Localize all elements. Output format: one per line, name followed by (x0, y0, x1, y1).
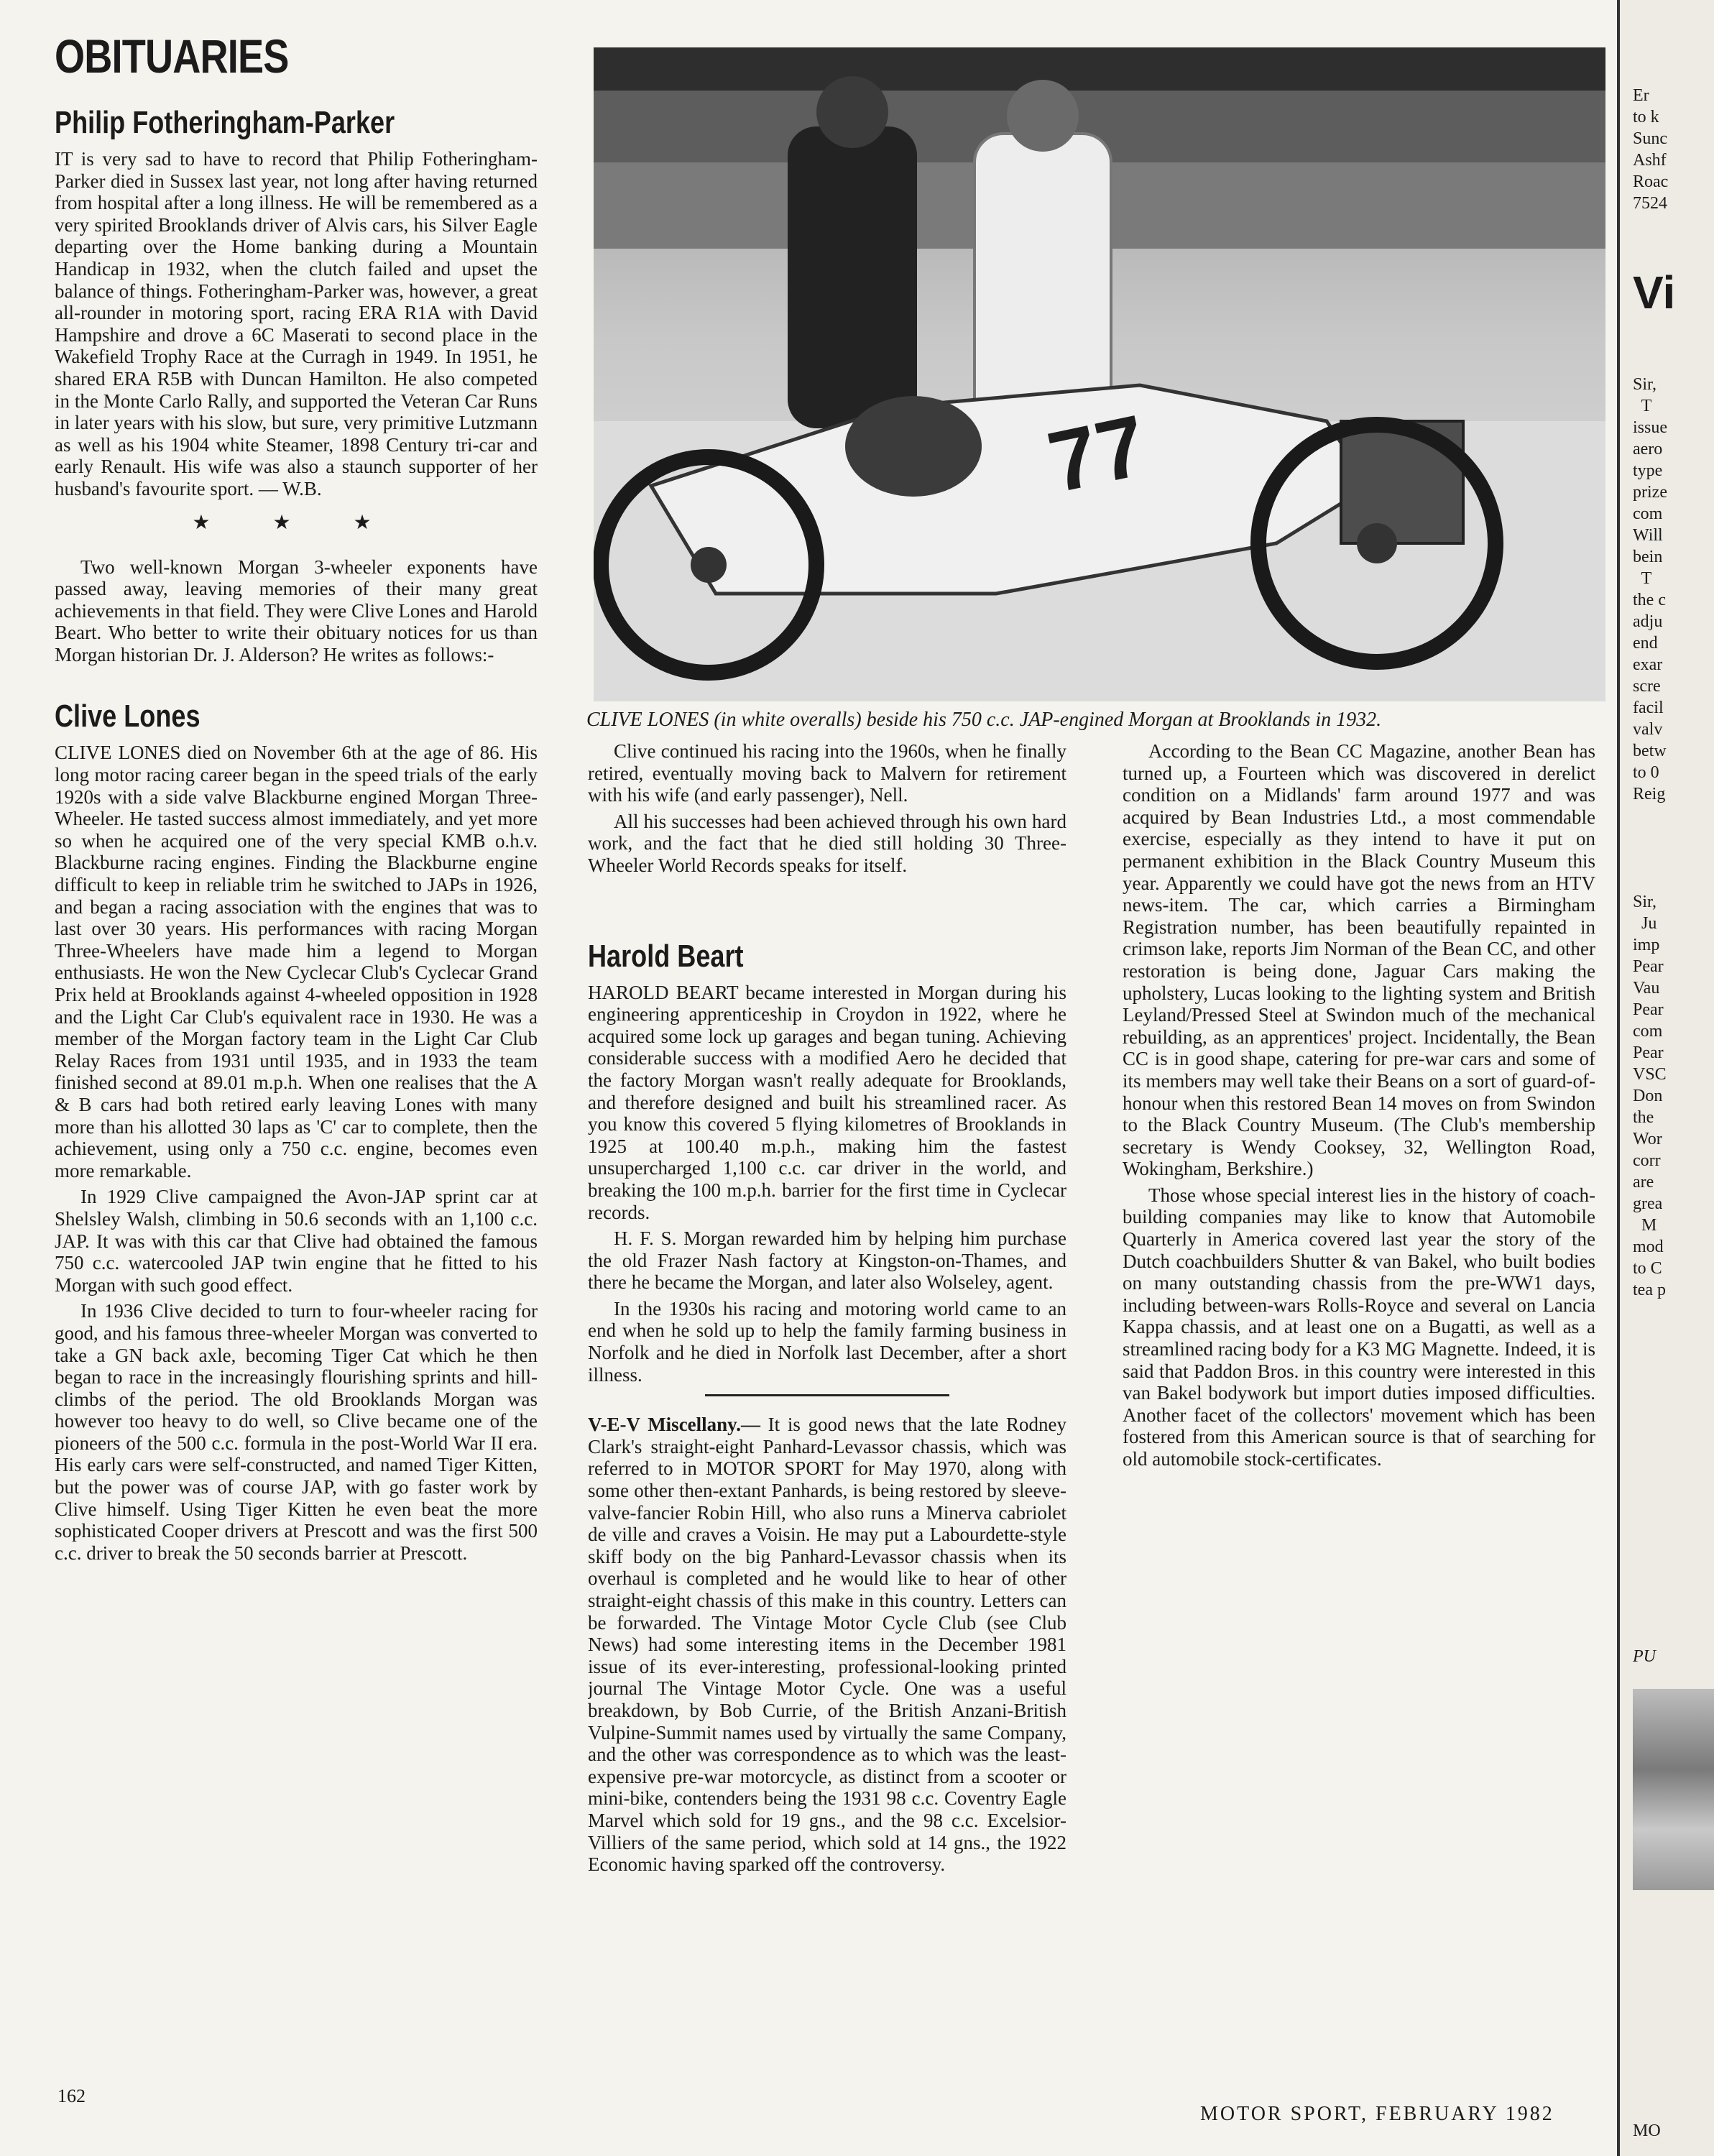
edge-heading: Vi (1633, 267, 1676, 318)
pit-roof (594, 47, 1605, 91)
edge-text-low: Sir, Ju imp Pear Vau Pear com Pear VSC Don the Wor corr are grea M mod to C tea p (1633, 893, 1667, 1299)
beart-paragraph-2: H. F. S. Morgan rewarded him by helping him purchase the old Frazer Nash factory at Kingston-on-Thames, and there he became the Morgan, and later also Wolseley, agent. (588, 1227, 1066, 1294)
beart-paragraph-3: In the 1930s his racing and motoring world came to an end when he sold up to help the family farming business in Norfolk and he died in Norfolk last December, after a short illness. (588, 1297, 1066, 1386)
lones-paragraph-4: Clive continued his racing into the 1960s, when he finally retired, eventually moving back to Malvern for retirement with his wife (and early passenger), Nell. (588, 740, 1066, 806)
wheel-front-left-hub (691, 547, 727, 583)
adjacent-page-edge (1617, 0, 1714, 2156)
man-dark-head (816, 76, 888, 148)
column-1 (55, 105, 538, 2074)
man-white-head (1007, 80, 1079, 152)
lones-paragraph-5: All his successes had been achieved through his own hard work, and the fact that he died still holding 30 Three-Wheeler World Records speaks for itself. (588, 810, 1066, 876)
page-number: 162 (57, 2086, 86, 2106)
photo-caption: CLIVE LONES (in white overalls) beside his 750 c.c. JAP-engined Morgan at Brooklands in 1932. (586, 709, 1382, 731)
car-number: 77 (1040, 397, 1155, 511)
edge-text-mid: Sir, T issue aero type prize com Will bein T the c adju end exar scre facil valv betw to 0 Reig (1633, 375, 1667, 803)
column-2 (588, 740, 1066, 2074)
edge-text-puz: PU (1633, 1647, 1656, 1666)
edge-image-fragment (1633, 1689, 1714, 1890)
edge-text-top: Er to k Sunc Ashf Roac 7524 (1633, 86, 1669, 213)
obituary-name-beart: Harold Beart (588, 938, 744, 974)
beart-paragraph-1: HAROLD BEART became interested in Morgan during his engineering apprenticeship in Croydon in 1922, where he acquired some lock up garages and began tuning. Achieving considerable success with a modified Aero he decided that the factory Morgan wasn't really adequate for Brooklands, and therefore designed and built his streamlined racer. As you know this covered 5 flying kilometres of Brooklands in 1925 at 100.40 m.p.h., making him the fastest unsupercharged 1,100 c.c. car driver in the world, and breaking the 100 m.p.h. barrier for the first time in Cyclecar records. (588, 981, 1066, 1223)
obituary-body-fotheringham: IT is very sad to have to record that Philip Fotheringham-Parker died in Sussex last year, not long after having returned from hospital after a long illness. He will be remembered as a very spirited Brooklands driver of Alvis cars, his Silver Eagle departing over the Home banking during a Mountain Handicap in 1932, when the clutch failed and upset the balance of things. Fotheringham-Parker was, however, a great all-rounder in motoring sport, racing ERA R1A with David Hampshire and drove a 6C Maserati to second place in the Wakefield Trophy Race at the Curragh in 1949. In 1951, he shared ERA R5B with Duncan Hamilton. He also competed in the Monte Carlo Rally, and supported the Veteran Car Runs in later years with his slow, but sure, very primitive Lutzmann as well as his 1904 white Steamer, 1898 Century tri-car and early Renault. His wife was also a staunch supporter of her husband's favourite sport. — W.B. (55, 148, 538, 499)
vev-paragraph-2: According to the Bean CC Magazine, another Bean has turned up, a Fourteen which was discovered in derelict condition on a Midlands' farm around 1977 and was acquired by Bean Industries Ltd., a most commendable exercise, especially as they intend to have it put on permanent exhibition in the Black Country Museum this year. Apparently we could have got the news from an HTV news-item. The car, which carries a Birmingham Registration number, has been beautifully repainted in crimson lake, reports Jim Norman of the Bean CC, and other restoration is being done, Jaguar Cars making the upholstery, Lucas looking to the lighting system and British Leyland/Pressed Steel at Swindon much of the mechanical rebuilding, as an apprentices' project. Incidentally, the Bean CC is in good shape, catering for pre-war cars and some of its members may well take their Beans on a sort of guard-of-honour when this restored Bean 14 moves on from Swindon to the Black Country Museum. (The Club's membership secretary is Wendy Cooksey, 32, Wellington Road, Wokingham, Berkshire.) (1123, 740, 1595, 1180)
section-title: OBITUARIES (55, 29, 289, 83)
edge-text-bottom: MO (1633, 2122, 1661, 2140)
man-overalls-dark (788, 126, 917, 428)
vev-paragraph-1-text: It is good news that the late Rodney Clark's straight-eight Panhard-Levassor chassis, which was referred to in MOTOR SPORT for May 1970, along with some other then-extant Panhards, is being restored by sleeve-valve-fancier Robin Hill, who also runs a Minerva cabriolet de ville and craves a Voisin. He may put a Labourdette-style skiff body on the big Panhard-Levassor chassis when its overhaul is completed and he would like to hear of other straight-eight chassis of this make in this country. Letters can be forwarded. The Vintage Motor Cycle Club (see Club News) had some interesting items in the December 1981 issue of its ever-interesting, professional-looking printed journal The Vintage Motor Cycle. One was a useful breakdown, by Bob Currie, of the British Anzani-British Vulpine-Summit names used by virtually the same Company, and the other was correspondence as to which was the least-expensive pre-war motorcycle, as distinct from a scooter or mini-bike, contenders being the 1931 98 c.c. Coventry Eagle Marvel which sold for 19 gns., and the 98 c.c. Excelsior-Villiers of the same period, which sold at 14 gns., the 1922 Economic having sparked off the controversy. (588, 1414, 1066, 1876)
vev-runin: V-E-V Miscellany.— (588, 1414, 760, 1436)
lones-paragraph-3: In 1936 Clive decided to turn to four-wheeler racing for good, and his famous three-wheeler Morgan was converted to take a GN back axle, becoming Tiger Cat which he then began to race in the increasingly flourishing sprints and hill-climbs of the period. The old Brooklands Morgan was however too heavy to do well, so Clive became one of the pioneers of the 500 c.c. formula in the post-World War II era. His early cars were self-constructed, and named Tiger Kitten, but the power was of course JAP, with go faster work by Clive himself. Using Tiger Kitten he even beat the more sophisticated Cooper drivers at Prescott and was the first 500 c.c. driver to break the 50 seconds barrier at Prescott. (55, 1300, 538, 1564)
section-rule (705, 1394, 949, 1396)
obituary-name-lones: Clive Lones (55, 699, 201, 734)
star-divider: ★ ★ ★ (192, 511, 400, 534)
obituary-name-fotheringham: Philip Fotheringham-Parker (55, 105, 395, 140)
intro-paragraph: Two well-known Morgan 3-wheeler exponents have passed away, leaving memories of their many great achievements in that field. They were Clive Lones and Harold Beart. Who better to write their obituary notices for us than Morgan historian Dr. J. Alderson? He writes as follows:- (55, 556, 538, 665)
column-3 (1123, 740, 1595, 2074)
issue-footer: MOTOR SPORT, FEBRUARY 1982 (1200, 2103, 1554, 2125)
vev-paragraph-1 (588, 1414, 1066, 1875)
vev-paragraph-3: Those whose special interest lies in the history of coach-building companies may like to know that Automobile Quarterly in America covered last year the story of the Dutch coachbuilders Shutter & van Bakel, who built bodies on many outstanding chassis from the pre-WW1 days, including between-wars Rolls-Royce and several on Lancia Kappa chassis, and at least one on a Bugatti, as well as a streamlined racing body for a K3 MG Magnette. Indeed, it is said that Paddon Bros. in this country were interested in this van Bakel bodywork but import duties imposed difficulties. Another facet of the collectors' movement which has been fostered from this American source is that of searching for old automobile stock-certificates. (1123, 1184, 1595, 1470)
lones-paragraph-1: CLIVE LONES died on November 6th at the age of 86. His long motor racing career began in the speed trials of the early 1920s with a side valve Blackburne engined Morgan Three-Wheeler. He tasted success almost immediately, and yet more so when he acquired one of the very special KMB o.h.v. Blackburne racing engines. Finding the Blackburne engine difficult to keep in reliable trim he switched to JAPs in 1926, and began a racing association with the engines that was to last over 30 years. His performances with racing Morgan Three-Wheelers have made him a legend to Morgan enthusiasts. He won the New Cyclecar Club's Cyclecar Grand Prix held at Brooklands against 4-wheeled opposition in 1928 and the Light Car Club's equivalent race in 1930. He was a member of the Morgan factory team in the Light Car Club Relay Races from 1931 until 1935, and in 1933 the team finished second at 89.01 m.p.h. When one realises that the A & B cars had both retired early leaving Lones with many more than his allotted 30 laps as 'C' car to complete, then the achievement, using only a 750 c.c. engine, becomes even more remarkable. (55, 742, 538, 1181)
morgan-seat (845, 396, 982, 497)
lones-paragraph-2: In 1929 Clive campaigned the Avon-JAP sprint car at Shelsley Walsh, climbing in 50.6 seconds with an 1,100 c.c. JAP. It was with this car that Clive had obtained the famous 750 c.c. watercooled JAP twin engine that he fitted to his Morgan with such good effect. (55, 1186, 538, 1296)
brooklands-photo (594, 47, 1605, 701)
wheel-front-right-hub (1357, 523, 1397, 563)
